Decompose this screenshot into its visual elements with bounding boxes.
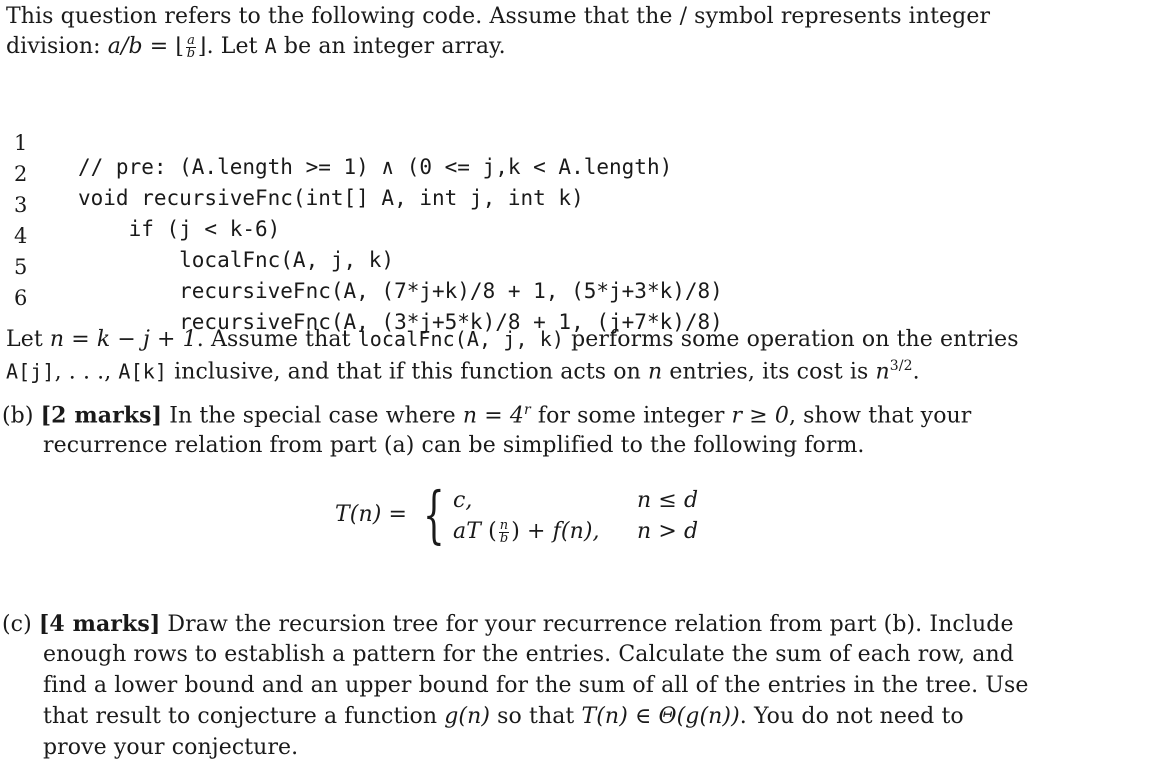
cases-brace: { [423, 478, 445, 551]
code-text: recursiveFnc(A, (7*j+k)/8 + 1, (5*j+3*k)/8) [78, 279, 723, 303]
part-b-line-1: (b) [2 marks] In the special case where $n = 4^r$ for some integer r ≥ 0, show that your [2, 402, 972, 429]
part-c-marks: [4 marks] [38, 611, 161, 637]
intro-fraction: $\frac{a}{b}$ [186, 32, 196, 61]
floor-close: ⌋ [197, 34, 207, 59]
code-text: // pre: (A.length >= 1) ∧ (0 <= j,k < A.length) [78, 155, 673, 179]
inline-code-aj: A[j] [6, 359, 55, 384]
line-number: 6 [14, 286, 28, 310]
code-text: void recursiveFnc(int[] A, int j, int k) [78, 186, 584, 210]
equation-lhs: T(n) = [335, 502, 408, 527]
part-b-label: (b) [2, 403, 34, 429]
intro-line-1 [6, 4, 990, 29]
part-c-label: (c) [2, 612, 32, 637]
code-text: recursiveFnc(A, (3*j+5*k)/8 + 1, (j+7*k)/8) [78, 310, 723, 334]
line-number: 4 [14, 224, 28, 248]
code-text: if (j < k-6) [78, 217, 281, 241]
cost-exponent: 3/2 [889, 358, 913, 374]
part-c-line-3: find a lower bound and an upper bound for the sum of all of the entries in the tree. Use [43, 673, 1029, 698]
intro-division-expr: a/b = [107, 34, 176, 59]
part-c-line-4: that result to conjecture a function g(n) so that T(n) ∈ Θ(g(n)). You do not need to [43, 704, 964, 729]
case-2-fraction: $\frac{n}{b}$ [499, 517, 509, 546]
part-c-line-1: (c) [4 marks] Draw the recursion tree for your recurrence relation from part (b). Include [2, 611, 1014, 637]
inline-code-localfnc: localFnc(A, j, k) [357, 327, 565, 351]
line-number: 3 [14, 193, 28, 217]
let-para-line-2: A[j], . . ., A[k] inclusive, and that if this function acts on n entries, its cost is $n^{3/2}$. [6, 358, 920, 385]
case-2-cond: n > d [637, 519, 699, 544]
part-c-line-5: prove your conjecture. [43, 735, 299, 760]
part-b-line-2: recurrence relation from part (a) can be simplified to the following form. [43, 433, 865, 458]
let-para-line-1: Let n = k − j + 1. Assume that localFnc(A, j, k) performs some operation on the entries [6, 327, 1019, 352]
part-c-line-2: enough rows to establish a pattern for the entries. Calculate the sum of each row, and [43, 642, 1014, 667]
theta-expression: T(n) ∈ Θ(g(n)) [581, 704, 740, 729]
floor-open: ⌊ [175, 34, 185, 59]
code-text: localFnc(A, j, k) [78, 248, 395, 272]
inline-code-ak: A[k] [118, 359, 167, 384]
part-b-marks: [2 marks] [40, 402, 163, 429]
intro-division-label: division: [6, 34, 108, 59]
intro-line-2: division: a/b = ⌊ $\frac{a}{b}$ ⌋. Let A be an integer array. [6, 32, 506, 61]
n-definition: n = k − j + 1 [49, 327, 197, 352]
line-number: 2 [14, 162, 28, 186]
case-1-expr: c, [453, 488, 473, 513]
case-1-cond: n ≤ d [637, 488, 699, 513]
line-number: 1 [14, 131, 28, 155]
line-number: 5 [14, 255, 28, 279]
array-name: A [264, 34, 277, 58]
case-2-expr: aT ( $\frac{n}{b}$ ) + f(n), [453, 517, 600, 546]
intro-text-1: This question refers to the following code. Assume that the / symbol represents integer [6, 4, 991, 29]
